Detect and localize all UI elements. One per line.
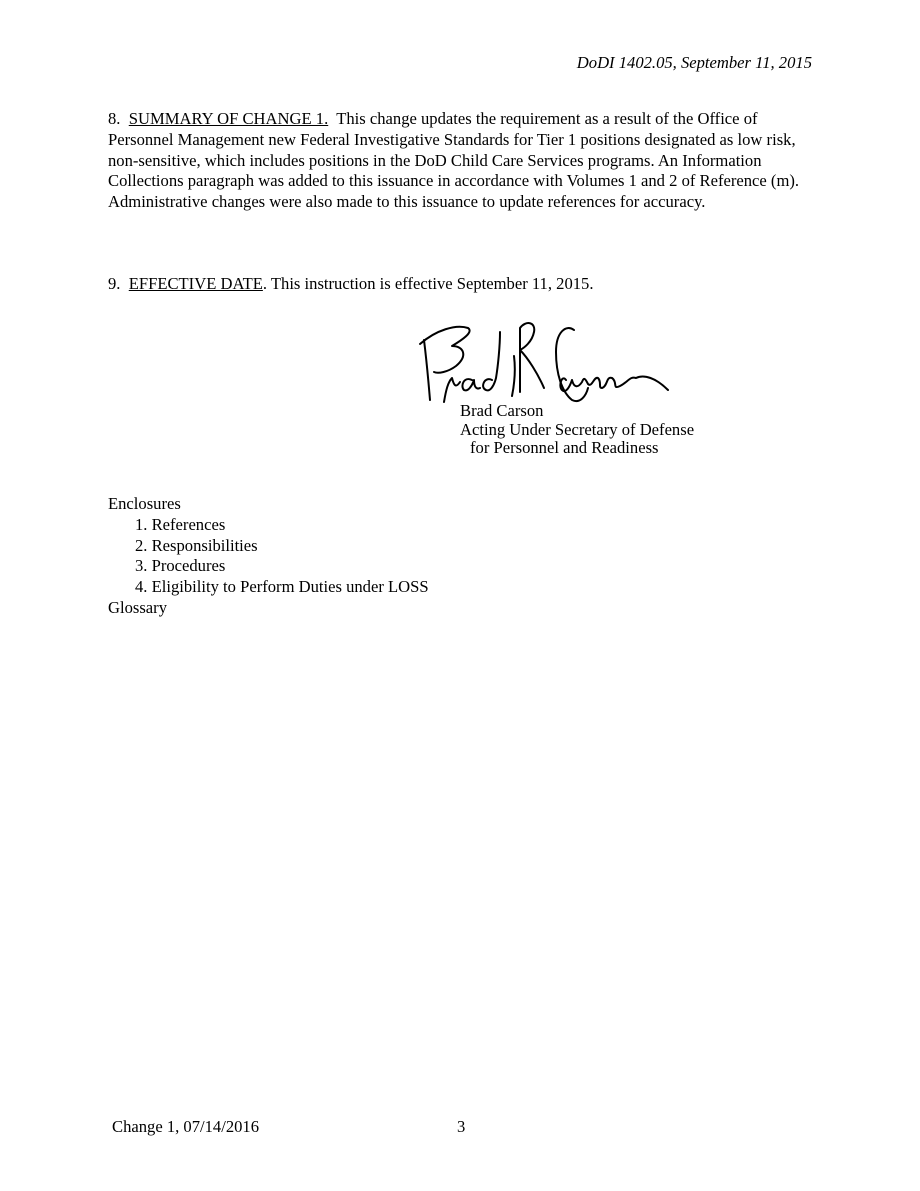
paragraph-body: . This instruction is effective September 11, 2015. (262, 274, 594, 293)
glossary-entry: Glossary (108, 597, 167, 617)
enclosures-heading: Enclosures (108, 494, 181, 513)
paragraph-heading: EFFECTIVE DATE (128, 274, 263, 293)
signer-name: Brad Carson (460, 401, 544, 420)
enclosure-item: 1. References (135, 514, 226, 534)
signature-block (460, 402, 694, 458)
paragraph-effective-date (108, 274, 814, 295)
enclosures-list (108, 494, 608, 619)
paragraph-number: 9. (108, 274, 121, 293)
signer-title-continued: for Personnel and Readiness (470, 438, 659, 457)
footer-page-number: 3 (457, 1117, 466, 1136)
paragraph-summary-of-change (108, 109, 814, 213)
running-header: DoDI 1402.05, September 11, 2015 (576, 53, 812, 72)
enclosure-item: 3. Procedures (135, 556, 226, 576)
paragraph-body: This change updates the requirement as a result of the Office of Personnel Management new Federal Investigative Standards for Tier 1 positions designated as low risk, non-sensitive, which includes positions in the DoD Child Care Services programs. An Information Collections paragraph was added to this issuance in accordance with Volumes 1 and 2 of Reference (m). Administrative changes were also made to this issuance to update references for accuracy. (108, 109, 800, 212)
signer-title: Acting Under Secretary of Defense (460, 419, 695, 439)
enclosure-item: 2. Responsibilities (135, 535, 258, 555)
paragraph-heading: SUMMARY OF CHANGE 1. (128, 109, 329, 128)
enclosure-item: 4. Eligibility to Perform Duties under LOSS (135, 577, 429, 597)
footer-change-date: Change 1, 07/14/2016 (112, 1117, 260, 1136)
paragraph-number: 8. (108, 109, 121, 128)
handwritten-signature (416, 316, 676, 412)
